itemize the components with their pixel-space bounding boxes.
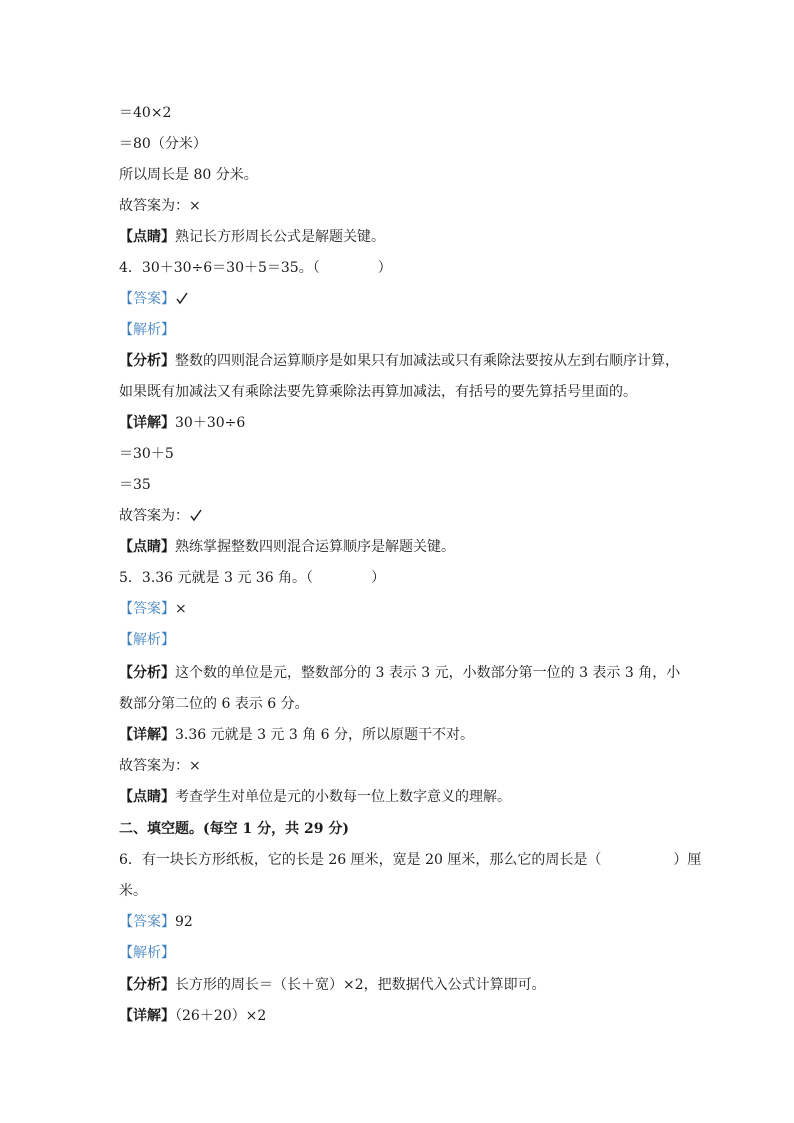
question-text: 4．30＋30÷6＝30＋5＝35。（ bbox=[119, 260, 320, 276]
xiangjie-tag: 【详解】 bbox=[119, 727, 175, 743]
answer-value: 92 bbox=[175, 914, 193, 930]
dianjing-tag: 【点睛】 bbox=[119, 789, 175, 805]
jiexi-tag: 【解析】 bbox=[119, 322, 175, 338]
fenxi-line bbox=[119, 976, 679, 994]
checkmark-icon bbox=[175, 291, 189, 305]
dianjing-tag: 【点睛】 bbox=[119, 229, 175, 245]
xiangjie-text: （26＋20）×2 bbox=[175, 1008, 267, 1024]
fenxi-tag: 【分析】 bbox=[119, 977, 175, 993]
question-5 bbox=[119, 569, 679, 587]
answer-statement: 故答案为：× bbox=[119, 758, 201, 774]
bracket-close: ） bbox=[371, 570, 386, 586]
answer-line bbox=[119, 290, 679, 308]
bracket-close: ）厘 bbox=[673, 852, 702, 868]
xiangjie-tag: 【详解】 bbox=[119, 1008, 175, 1024]
answer-line bbox=[119, 913, 679, 931]
dianjing-tag: 【点睛】 bbox=[119, 539, 175, 555]
dianjing-line bbox=[119, 538, 679, 556]
answer-statement-text: 故答案为： bbox=[119, 508, 189, 524]
checkmark-icon bbox=[189, 508, 203, 522]
conclusion-text: 所以周长是 80 分米。 bbox=[119, 167, 258, 183]
section-heading: 二、填空题。(每空 1 分，共 29 分) bbox=[119, 821, 349, 837]
answer-statement: 故答案为：× bbox=[119, 198, 201, 214]
answer-statement bbox=[119, 507, 679, 525]
dianjing-line bbox=[119, 788, 679, 806]
dianjing-text: 熟记长方形周长公式是解题关键。 bbox=[175, 229, 385, 245]
dianjing-text: 考查学生对单位是元的小数每一位上数字意义的理解。 bbox=[175, 789, 511, 805]
answer-tag: 【答案】 bbox=[119, 601, 175, 617]
calc-line: ＝30＋5 bbox=[119, 446, 174, 462]
xiangjie-text: 30＋30÷6 bbox=[175, 415, 246, 431]
answer-tag: 【答案】 bbox=[119, 291, 175, 307]
question-4 bbox=[119, 259, 679, 277]
xiangjie-line bbox=[119, 726, 679, 744]
xiangjie-tag: 【详解】 bbox=[119, 415, 175, 431]
fenxi-text: 整数的四则混合运算顺序是如果只有加减法或只有乘除法要按从左到右顺序计算， bbox=[175, 353, 679, 369]
question-text-cont: 米。 bbox=[119, 883, 147, 899]
calc-line: ＝40×2 bbox=[119, 105, 172, 121]
fenxi-tag: 【分析】 bbox=[119, 665, 175, 681]
fenxi-text-cont: 数部分第二位的 6 表示 6 分。 bbox=[119, 696, 309, 712]
answer-value: × bbox=[175, 601, 187, 617]
fenxi-line bbox=[119, 664, 679, 682]
answer-tag: 【答案】 bbox=[119, 914, 175, 930]
fenxi-line bbox=[119, 352, 679, 370]
calc-line: ＝35 bbox=[119, 477, 151, 493]
bracket-close: ） bbox=[377, 260, 392, 276]
jiexi-tag: 【解析】 bbox=[119, 945, 175, 961]
question-text: 5．3.36 元就是 3 元 36 角。（ bbox=[119, 570, 314, 586]
fenxi-text: 长方形的周长＝（长＋宽）×2，把数据代入公式计算即可。 bbox=[175, 977, 546, 993]
question-text: 6．有一块长方形纸板，它的长是 26 厘米，宽是 20 厘米，那么它的周长是（ bbox=[119, 852, 602, 868]
calc-line: ＝80（分米） bbox=[119, 136, 207, 152]
fenxi-tag: 【分析】 bbox=[119, 353, 175, 369]
answer-line bbox=[119, 600, 679, 618]
dianjing-text: 熟练掌握整数四则混合运算顺序是解题关键。 bbox=[175, 539, 455, 555]
xiangjie-text: 3.36 元就是 3 元 3 角 6 分，所以原题干不对。 bbox=[175, 727, 475, 743]
question-6 bbox=[119, 851, 702, 869]
dianjing-line bbox=[119, 228, 679, 246]
xiangjie-line bbox=[119, 1007, 679, 1025]
fenxi-text-cont: 如果既有加减法又有乘除法要先算乘除法再算加减法，有括号的要先算括号里面的。 bbox=[119, 384, 637, 400]
jiexi-tag: 【解析】 bbox=[119, 632, 175, 648]
fenxi-text: 这个数的单位是元，整数部分的 3 表示 3 元，小数部分第一位的 3 表示 3 角，小 bbox=[175, 665, 681, 681]
xiangjie-line bbox=[119, 414, 679, 432]
